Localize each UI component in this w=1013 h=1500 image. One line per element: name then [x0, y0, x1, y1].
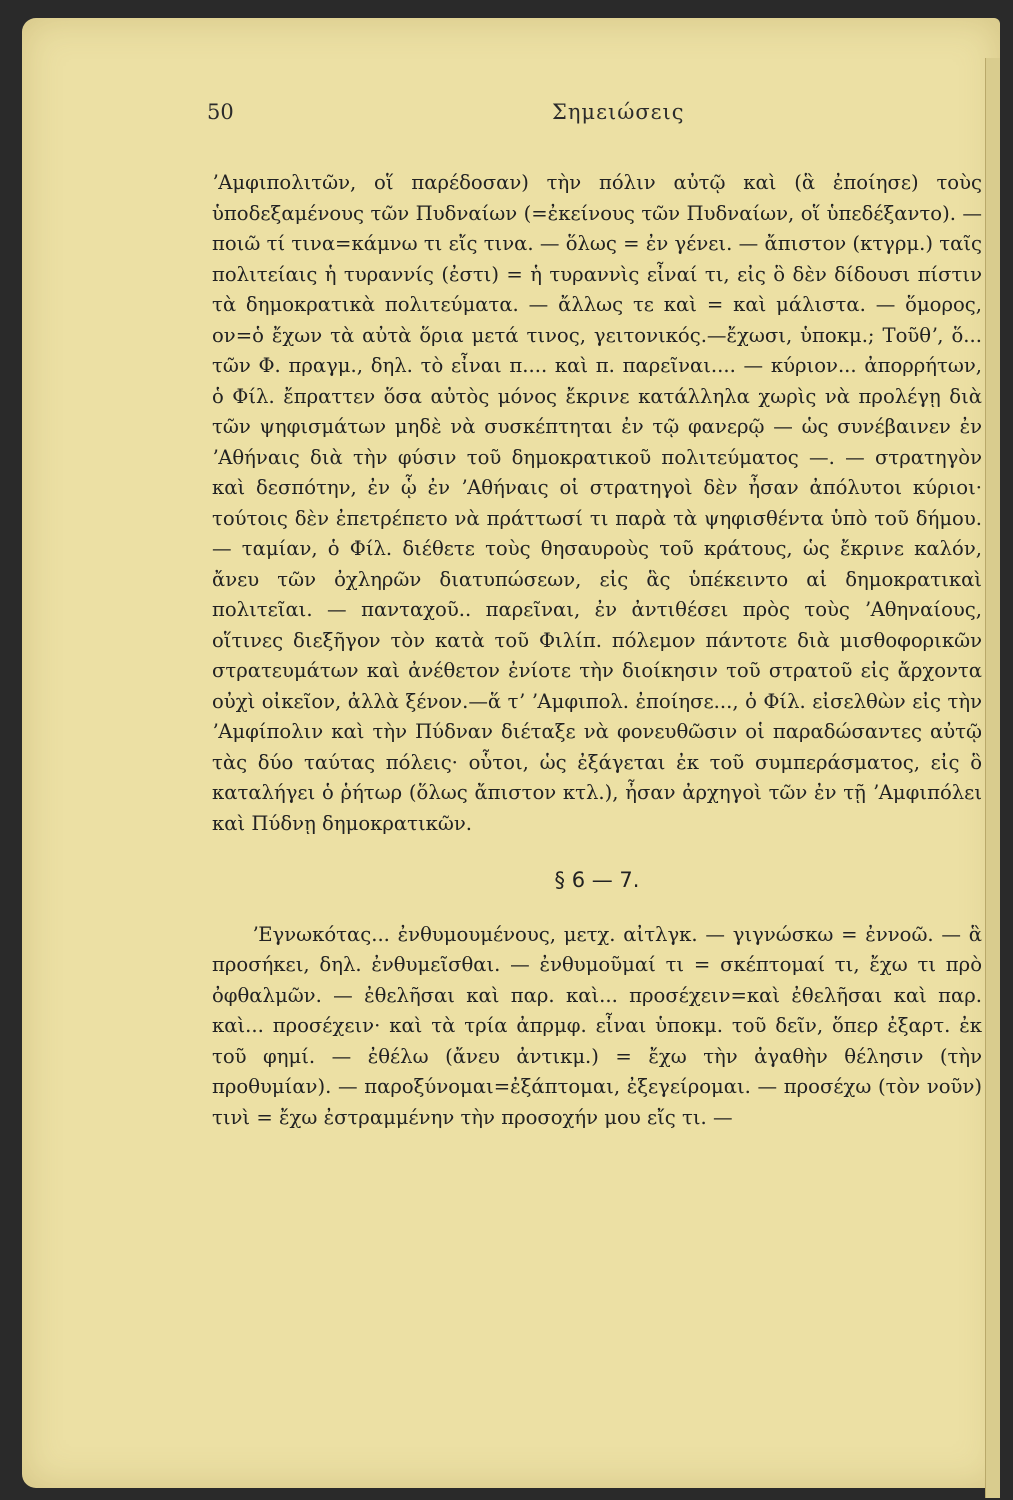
paragraph: ʼΑμφιπολιτῶν, οἵ παρέδοσαν) τὴν πόλιν αὐτῷ καὶ (ἃ ἐποίησε) τοὺς ὑποδεξαμένους τῶν Πυδναίων (=ἐκείνους τῶν Πυδναίων, οἵ ὑπεδέξαντο). — ποιῶ τί τινα=κάμνω τι εἴς τινα. — ὅλως = ἐν γένει. — ἄπιστον (κτγρμ.) ταῖς πολιτείαις ἡ τυραννίς (ἐστι) = ἡ τυραννὶς εἶναί τι, εἰς ὃ δὲν δίδουσι πίστιν τὰ δημοκρατικὰ πολιτεύματα. — ἄλλως τε καὶ = καὶ μάλιστα. — ὅμορος, ον=ὁ ἔχων τὰ αὐτὰ ὅρια μετά τινος, γειτονικός.—ἔχωσι, ὑποκμ.; Τοῦθʼ, ὅ... τῶν Φ. πραγμ., δηλ. τὸ εἶναι π.... καὶ π. παρεῖναι.... — κύριον... ἀπορρήτων, ὁ Φίλ. ἔπραττεν ὅσα αὐτὸς μόνος ἔκρινε κατάλληλα χωρὶς νὰ προλέγῃ διὰ τῶν ψηφισμάτων μηδὲ νὰ συσκέπτηται ἐν τῷ φανερῷ — ὡς συνέβαινεν ἐν ʼΑθήναις διὰ τὴν φύσιν τοῦ δημοκρατικοῦ πολιτεύματος —. — στρατηγὸν καὶ δεσπότην, ἐν ᾧ ἐν ʼΑθήναις οἱ στρατηγοὶ δὲν ἦσαν ἀπόλυτοι κύριοι· τούτοις δὲν ἐπετρέπετο νὰ πράττωσί τι παρὰ τὰ ψηφισθέντα ὑπὸ τοῦ δήμου. — ταμίαν, ὁ Φίλ. διέθετε τοὺς θησαυροὺς τοῦ κράτους, ὡς ἔκρινε καλόν, ἄνευ τῶν ὀχληρῶν διατυπώσεων, εἰς ἃς ὑπέκειντο αἱ δημοκρατικαὶ πολιτεῖαι. — πανταχοῦ.. παρεῖναι, ἐν ἀντιθέσει πρὸς τοὺς ʼΑθηναίους, οἵτινες διεξῆγον τὸν κατὰ τοῦ Φιλίπ. πόλεμον πάντοτε διὰ μισθοφορικῶν στρατευμάτων καὶ ἀνέθετον ἐνίοτε τὴν διοίκησιν τοῦ στρατοῦ εἰς ἄρχοντα οὐχὶ οἰκεῖον, ἀλλὰ ξένον.—ἅ τʼ ʼΑμφιπολ. ἐποίησε..., ὁ Φίλ. εἰσελθὼν εἰς τὴν ʼΑμφίπολιν καὶ τὴν Πύδναν διέταξε νὰ φονευθῶσιν οἱ παραδώσαντες αὐτῷ τὰς δύο ταύτας πόλεις· οὗτοι, ὡς ἐξάγεται ἐκ τοῦ συμπεράσματος, εἰς ὃ καταλήγει ὁ ῥήτωρ (ὅλως ἄπιστον κτλ.), ἦσαν ἀρχηγοὶ τῶν ἐν τῇ ʼΑμφιπόλει καὶ Πύδνῃ δημοκρατικῶν.	[212, 171, 982, 835]
body-text	[212, 168, 982, 1133]
running-title: Σημειώσεις	[552, 100, 685, 124]
paragraph: ʼΕγνωκότας... ἐνθυμουμένους, μετχ. αἰτλγκ. — γιγνώσκω = ἐννοῶ. — ἃ προσήκει, δηλ. ἐνθυμεῖσθαι. — ἐνθυμοῦμαί τι = σκέπτομαί τι, ἔχω τι πρὸ ὀφθαλμῶν. — ἐθελῆσαι καὶ παρ. καὶ... προσέχειν=καὶ ἐθελῆσαι καὶ παρ. καὶ... προσέχειν· καὶ τὰ τρία ἀπρμφ. εἶναι ὑποκμ. τοῦ δεῖν, ὅπερ ἐξαρτ. ἐκ τοῦ φημί. — ἐθέλω (ἄνευ ἀντικμ.) = ἔχω τὴν ἀγαθὴν θέλησιν (τὴν προθυμίαν). — παροξύνομαι=ἐξάπτομαι, ἐξεγείρομαι. — προσέχω (τὸν νοῦν) τινὶ = ἔχω ἐστραμμένην τὴν προσοχήν μου εἴς τι. —	[212, 922, 982, 1129]
section-heading: § 6 — 7.	[554, 868, 640, 892]
page-edge	[985, 58, 1000, 1498]
book-page	[22, 18, 1000, 1488]
page-number: 50	[207, 100, 234, 124]
